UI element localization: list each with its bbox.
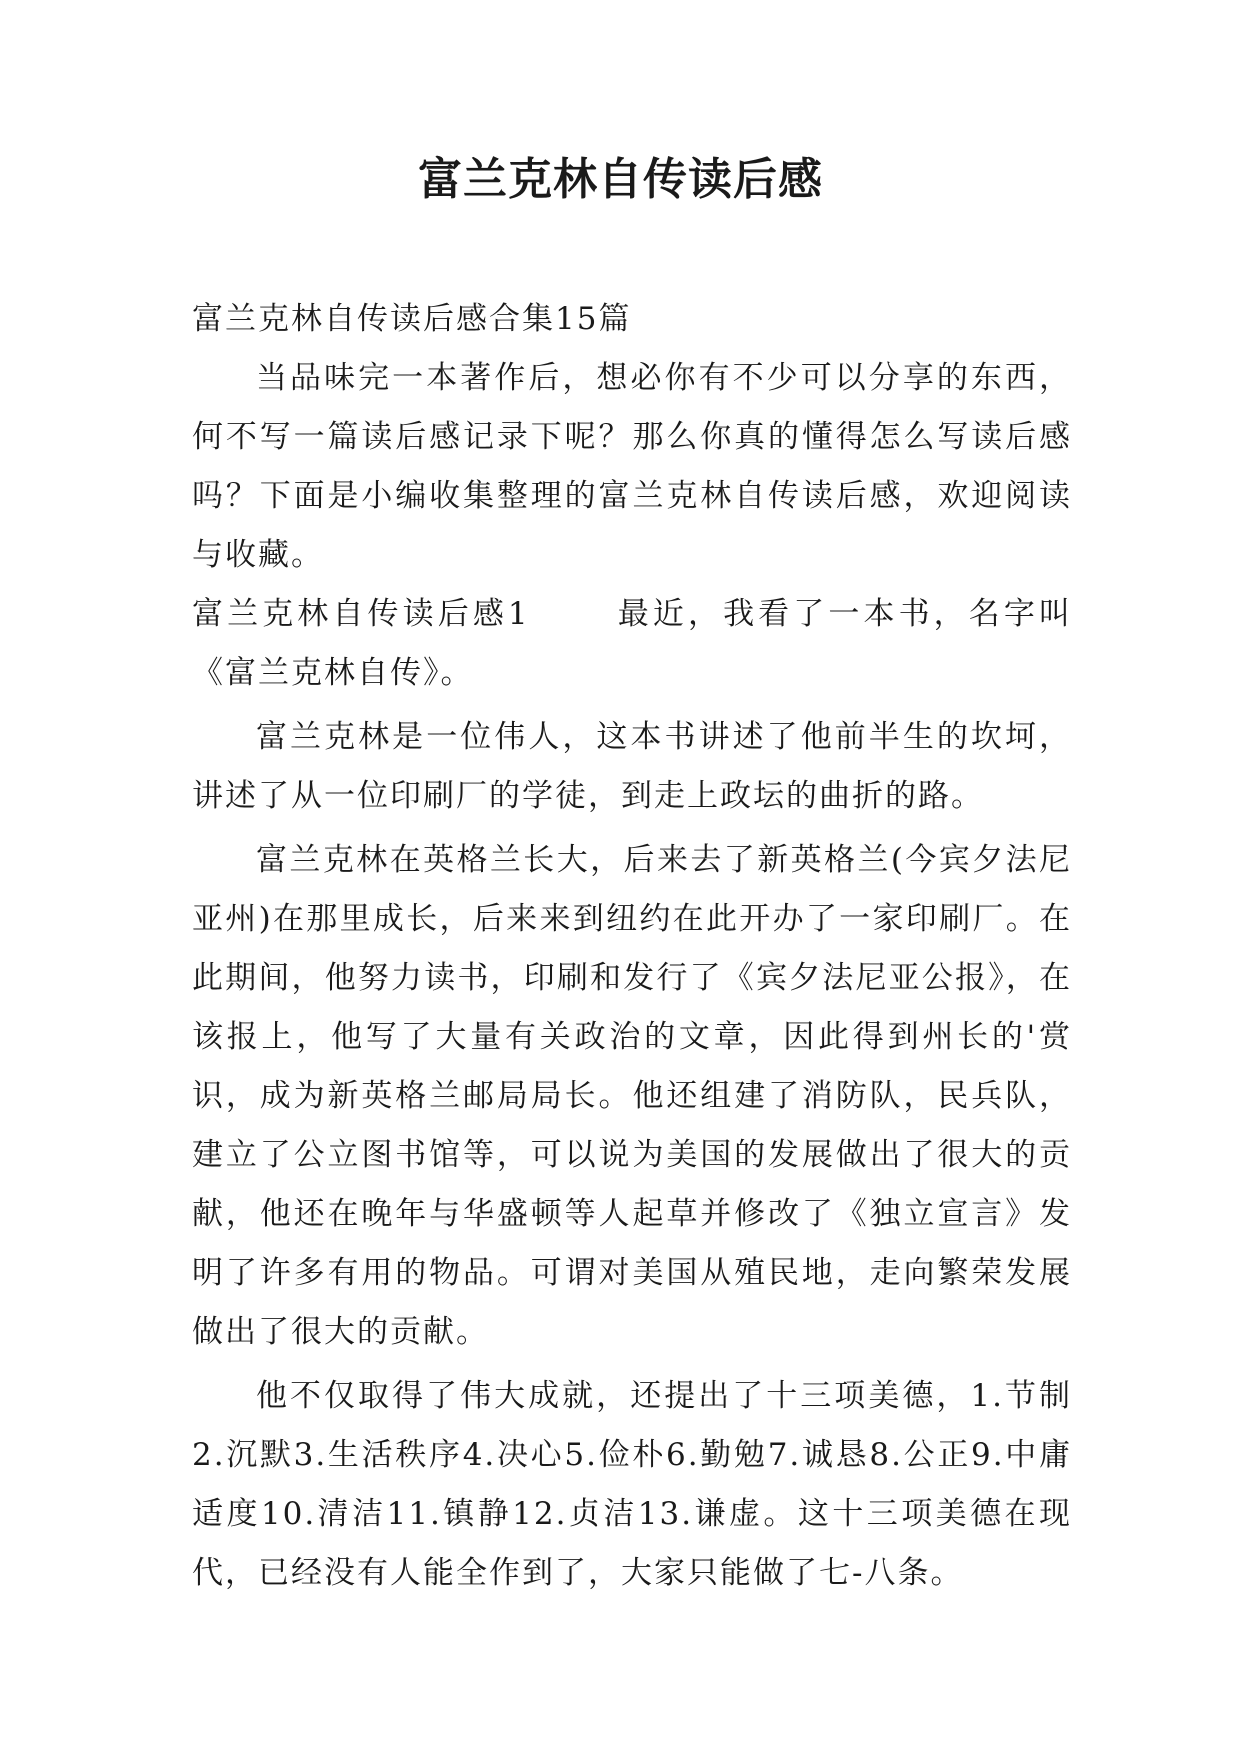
paragraph-3: 他不仅取得了伟大成就，还提出了十三项美德，1.节制2.沉默3.生活秩序4.决心5.俭朴6.勤勉7.诚恳8.公正9.中庸适度10.清洁11.镇静12.贞洁13.谦虚。这十三项美德在现代，已经没有人能全作到了，大家只能做了七-八条。 (192, 1378, 1072, 1591)
section-1-heading: 富兰克林自传读后感1 (192, 596, 530, 632)
section-1-first-line (192, 585, 1072, 703)
collection-subtitle: 富兰克林自传读后感合集15篇 (192, 301, 632, 337)
paragraph-1: 富兰克林是一位伟人，这本书讲述了他前半生的坎坷，讲述了从一位印刷厂的学徒，到走上政坛的曲折的路。 (192, 719, 1072, 814)
document-body (192, 290, 1072, 1603)
intro-paragraph: 当品味完一本著作后，想必你有不少可以分享的东西，何不写一篇读后感记录下呢？那么你真的懂得怎么写读后感吗？下面是小编收集整理的富兰克林自传读后感，欢迎阅读与收藏。 (192, 360, 1072, 573)
document-title: 富兰克林自传读后感 (418, 154, 823, 205)
paragraph-2: 富兰克林在英格兰长大，后来去了新英格兰(今宾夕法尼亚州)在那里成长，后来来到纽约在此开办了一家印刷厂。在此期间，他努力读书，印刷和发行了《宾夕法尼亚公报》，在该报上，他写了大量有关政治的文章，因此得到州长的'赏识，成为新英格兰邮局局长。他还组建了消防队，民兵队，建立了公立图书馆等，可以说为美国的发展做出了很大的贡献，他还在晚年与华盛顿等人起草并修改了《独立宣言》发明了许多有用的物品。可谓对美国从殖民地，走向繁荣发展做出了很大的贡献。 (192, 842, 1072, 1350)
section-1-first-sentence: 最近，我看了一本书，名字叫《富兰克林自传》。 (192, 596, 1072, 691)
